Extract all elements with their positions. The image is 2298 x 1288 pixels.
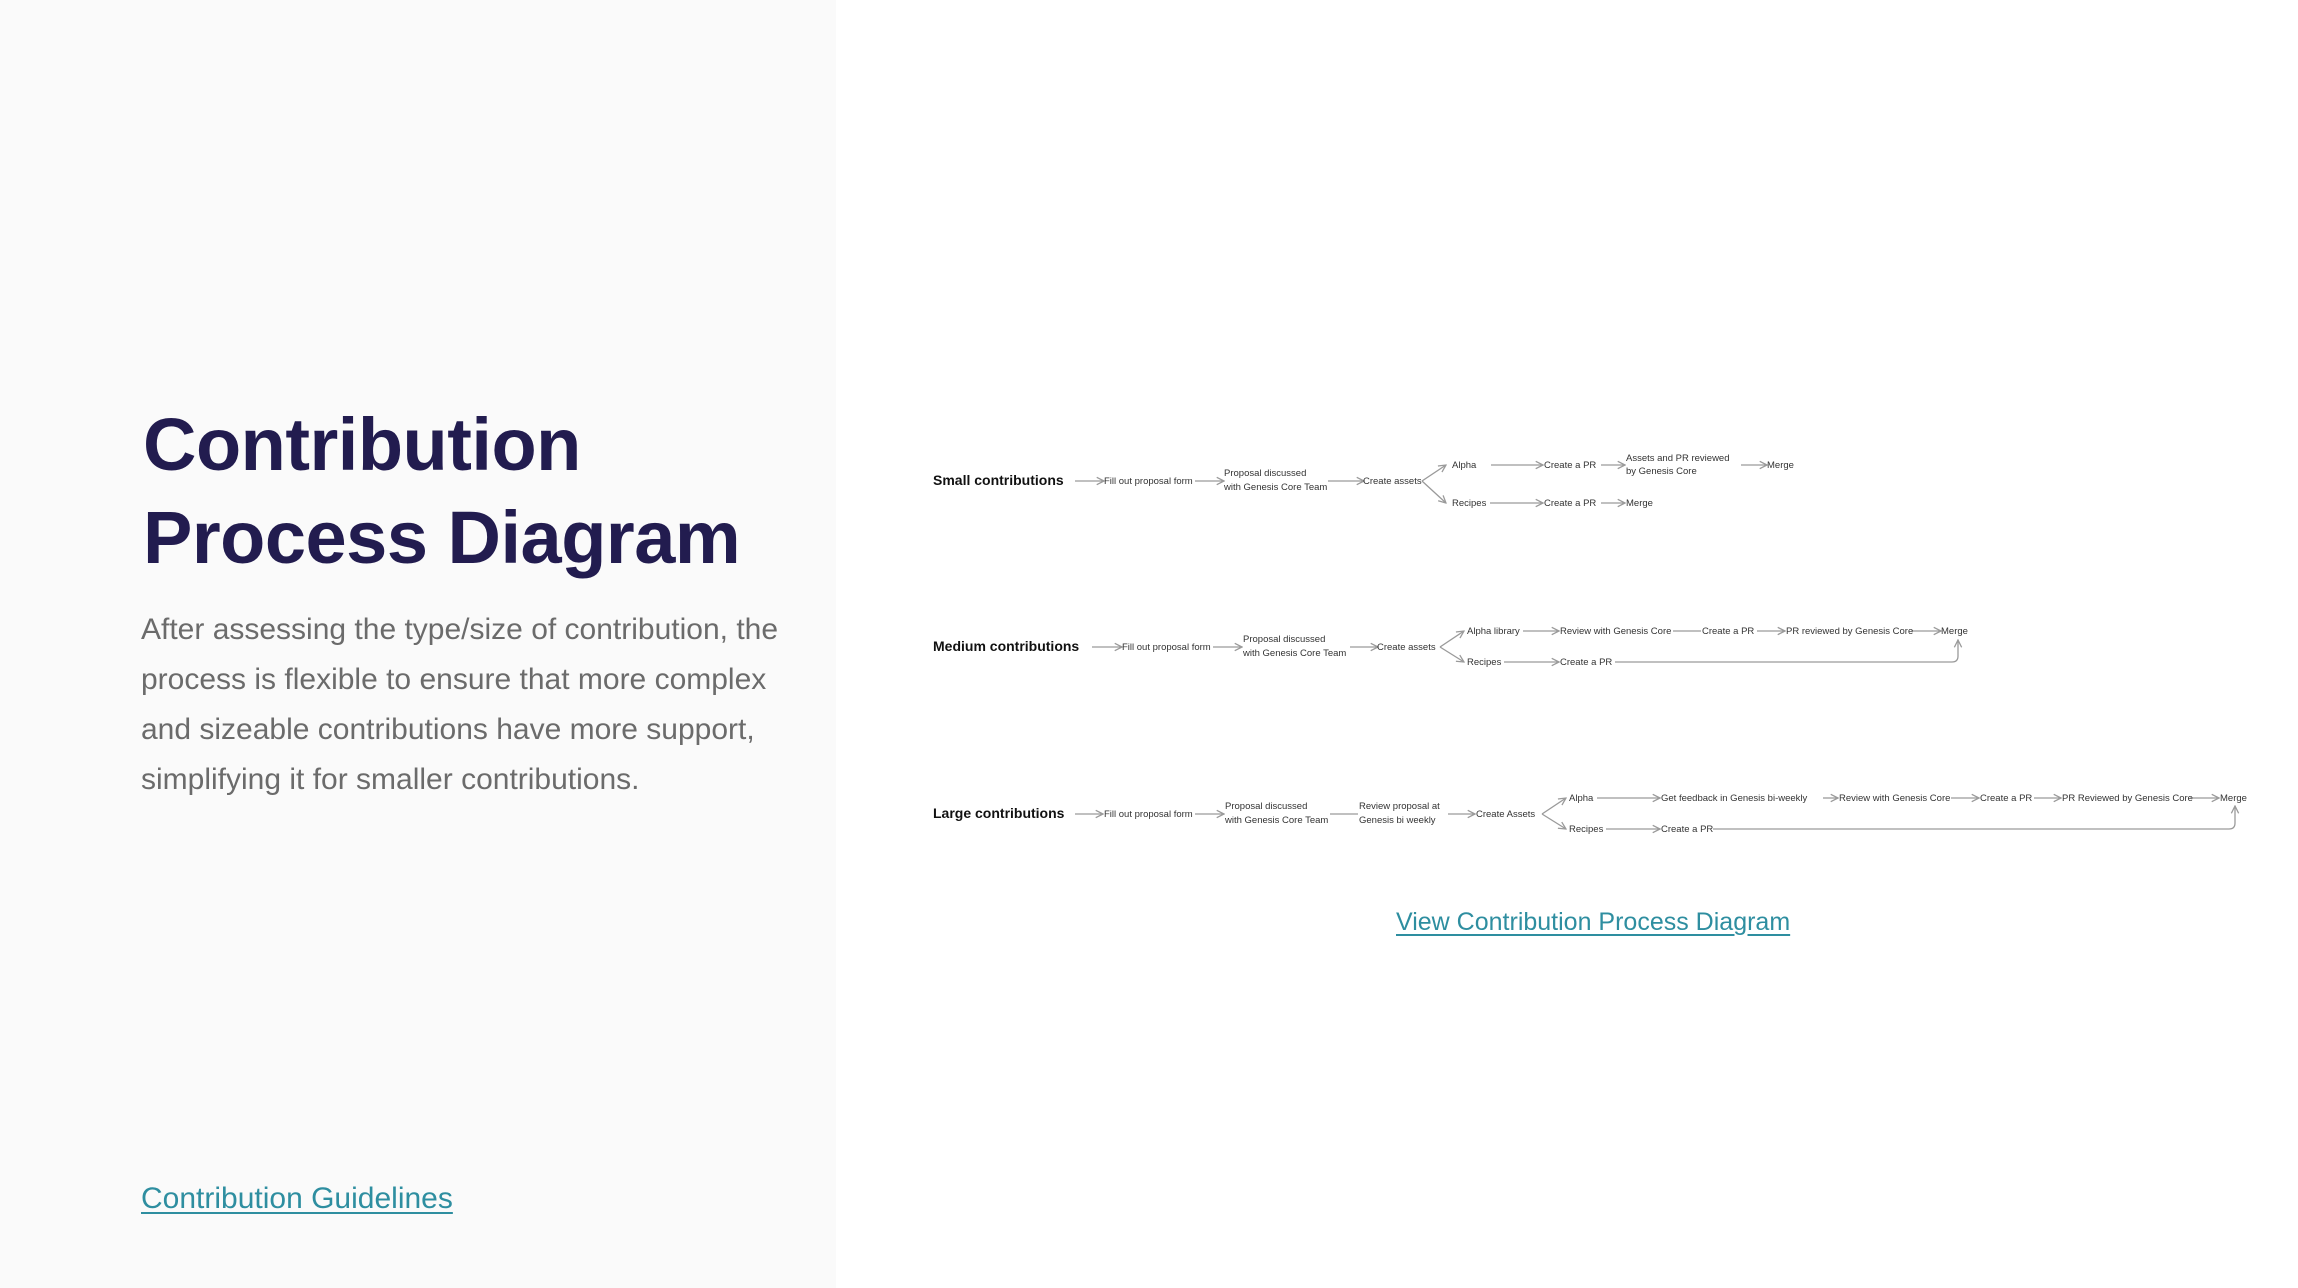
large-proposal-node-line-1: Proposal discussed bbox=[1225, 801, 1308, 812]
view-diagram-link[interactable]: View Contribution Process Diagram bbox=[1396, 908, 1791, 936]
large-recipes-create-pr-node: Create a PR bbox=[1661, 824, 1714, 835]
large-pr-review-node: PR Reviewed by Genesis Core bbox=[2062, 793, 2193, 804]
small-create-assets-node: Create assets bbox=[1363, 476, 1422, 487]
contribution-guidelines-link[interactable]: Contribution Guidelines bbox=[141, 1182, 453, 1215]
small-fill-form-node: Fill out proposal form bbox=[1104, 476, 1193, 487]
medium-review-node: Review with Genesis Core bbox=[1560, 626, 1672, 637]
small-review-node-line-1: Assets and PR reviewed bbox=[1626, 453, 1730, 464]
large-create-assets-node: Create Assets bbox=[1476, 809, 1536, 820]
small-alpha-merge-node: Merge bbox=[1767, 460, 1794, 471]
small-recipes-node: Recipes bbox=[1452, 498, 1487, 509]
small-recipes-create-pr-node: Create a PR bbox=[1544, 498, 1597, 509]
medium-proposal-node-line-2: with Genesis Core Team bbox=[1243, 648, 1347, 659]
large-merge-node: Merge bbox=[2220, 793, 2247, 804]
medium-recipes-create-pr-node: Create a PR bbox=[1560, 657, 1613, 668]
large-contributions-label: Large contributions bbox=[933, 805, 1065, 821]
large-review-node: Review with Genesis Core bbox=[1839, 793, 1951, 804]
small-proposal-node-line-2: with Genesis Core Team bbox=[1224, 482, 1328, 493]
large-fill-form-node: Fill out proposal form bbox=[1104, 809, 1193, 820]
small-alpha-node: Alpha bbox=[1452, 460, 1477, 471]
medium-fill-form-node: Fill out proposal form bbox=[1122, 642, 1211, 653]
large-biweekly-node-line-2: Genesis bi weekly bbox=[1359, 815, 1436, 826]
large-proposal-node-line-2: with Genesis Core Team bbox=[1225, 815, 1329, 826]
medium-recipes-node: Recipes bbox=[1467, 657, 1502, 668]
page-title-line-1: Contribution bbox=[143, 403, 581, 486]
large-alpha-node: Alpha bbox=[1569, 793, 1594, 804]
page-title-line-2: Process Diagram bbox=[143, 496, 741, 579]
large-alpha-create-pr-node: Create a PR bbox=[1980, 793, 2033, 804]
small-contributions-label: Small contributions bbox=[933, 472, 1064, 488]
medium-pr-review-node: PR reviewed by Genesis Core bbox=[1786, 626, 1914, 637]
medium-alpha-library-node: Alpha library bbox=[1467, 626, 1520, 637]
medium-alpha-create-pr-node: Create a PR bbox=[1702, 626, 1755, 637]
large-biweekly-node-line-1: Review proposal at bbox=[1359, 801, 1440, 812]
large-feedback-node: Get feedback in Genesis bi-weekly bbox=[1661, 793, 1808, 804]
medium-create-assets-node: Create assets bbox=[1377, 642, 1436, 653]
small-contributions-row bbox=[933, 453, 1794, 509]
small-proposal-node-line-1: Proposal discussed bbox=[1224, 468, 1307, 479]
small-alpha-create-pr-node: Create a PR bbox=[1544, 460, 1597, 471]
small-review-node-line-2: by Genesis Core bbox=[1626, 466, 1697, 477]
medium-contributions-label: Medium contributions bbox=[933, 638, 1080, 654]
small-recipes-merge-node: Merge bbox=[1626, 498, 1653, 509]
description: After assessing the type/size of contribution, the process is flexible to ensure that more complex and sizeable contributions have more support, simplifying it for smaller contributions. bbox=[141, 613, 779, 796]
medium-proposal-node-line-1: Proposal discussed bbox=[1243, 634, 1326, 645]
medium-merge-node: Merge bbox=[1941, 626, 1968, 637]
large-recipes-node: Recipes bbox=[1569, 824, 1604, 835]
